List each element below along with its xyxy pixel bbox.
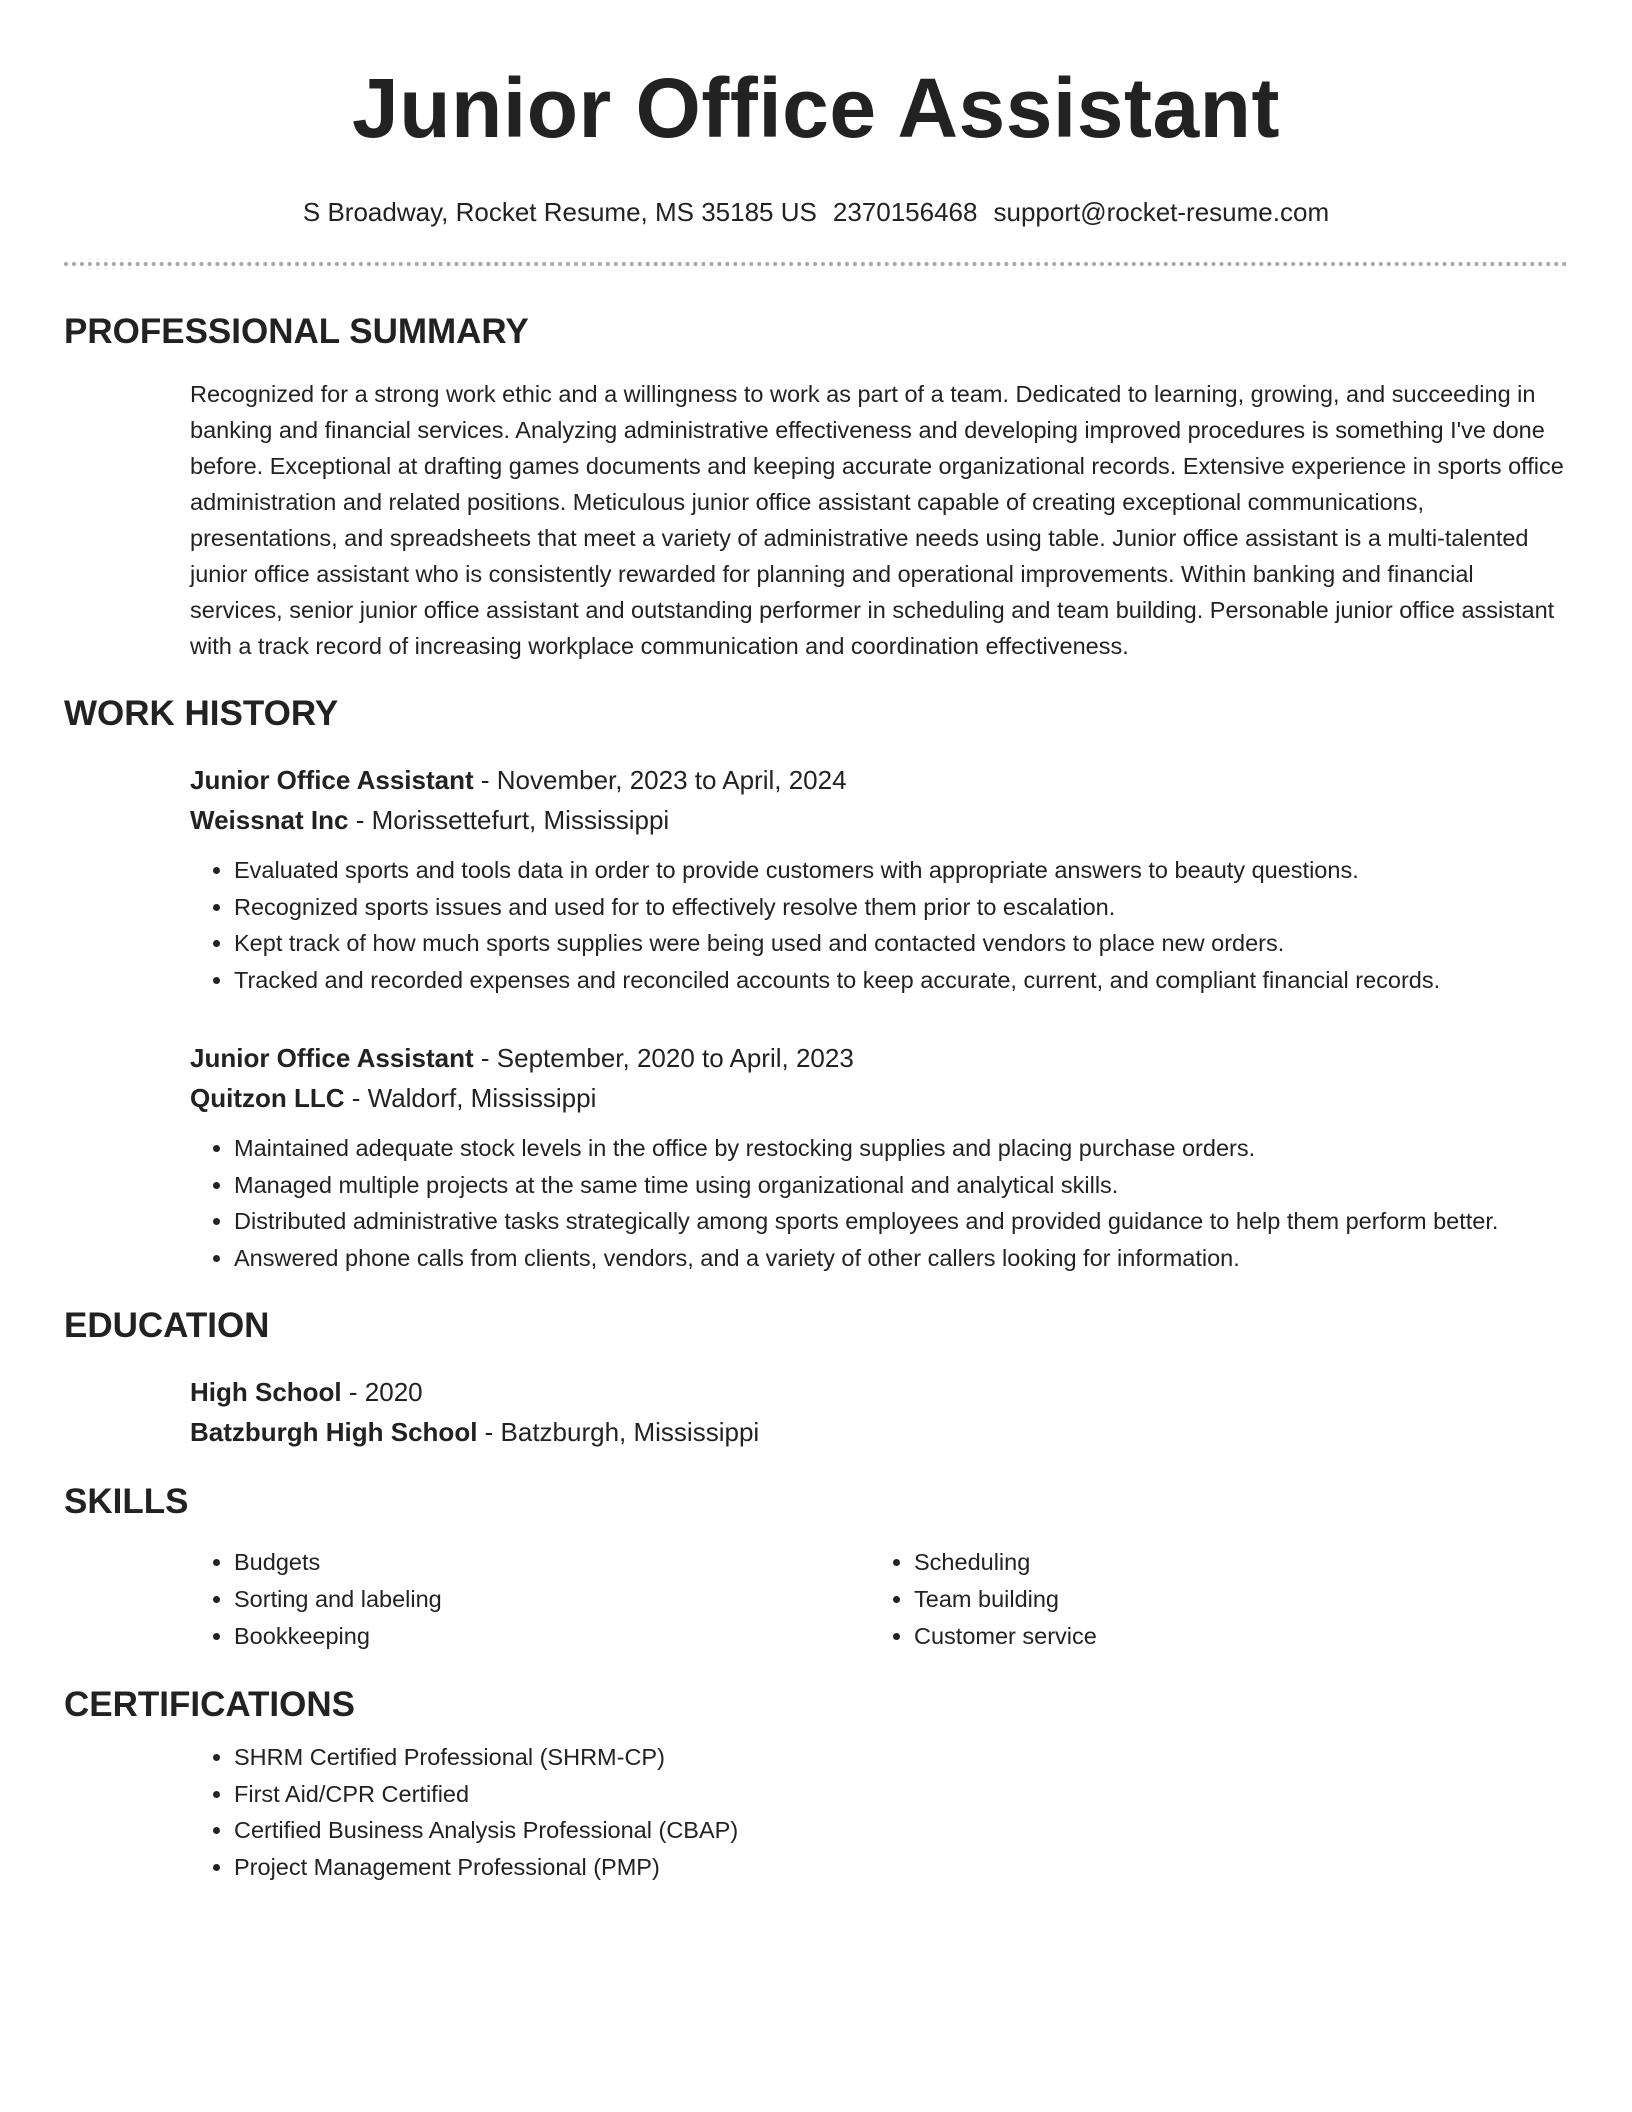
skills-list-right xyxy=(870,1544,1550,1655)
list-item: • Answered phone calls from clients, vendors, and a variety of other callers looking for information. xyxy=(234,1240,1568,1277)
list-item: • Managed multiple projects at the same time using organizational and analytical skills. xyxy=(234,1167,1568,1204)
list-item: • Certified Business Analysis Professional (CBAP) xyxy=(234,1812,1568,1849)
section-title-work-history: WORK HISTORY xyxy=(64,694,339,733)
job-role-line xyxy=(190,760,1568,800)
job-company-line xyxy=(190,1078,1568,1118)
education-entry xyxy=(190,1372,1568,1452)
list-item: • Team building xyxy=(914,1581,1550,1618)
job-company: Weissnat Inc xyxy=(190,805,349,835)
list-item: • First Aid/CPR Certified xyxy=(234,1776,1568,1813)
list-item: • SHRM Certified Professional (SHRM-CP) xyxy=(234,1739,1568,1776)
list-item: • Evaluated sports and tools data in order to provide customers with appropriate answers to beauty questions. xyxy=(234,852,1568,889)
header-divider xyxy=(64,262,1568,266)
contact-phone: 2370156468 xyxy=(832,197,978,227)
job-bullets xyxy=(190,852,1568,998)
job-role: Junior Office Assistant xyxy=(190,1043,474,1073)
skills-list-left xyxy=(190,1544,870,1655)
job-company-line xyxy=(190,800,1568,840)
list-item: • Budgets xyxy=(234,1544,870,1581)
section-title-skills: SKILLS xyxy=(64,1482,189,1521)
section-title-education: EDUCATION xyxy=(64,1306,270,1345)
job-dates: - September, 2020 to April, 2023 xyxy=(473,1043,854,1073)
section-title-summary: PROFESSIONAL SUMMARY xyxy=(64,312,529,351)
job-location: - Morissettefurt, Mississippi xyxy=(348,805,670,835)
list-item: • Kept track of how much sports supplies were being used and contacted vendors to place new orders. xyxy=(234,925,1568,962)
job-entry xyxy=(190,760,1568,998)
education-location: - Batzburgh, Mississippi xyxy=(477,1417,760,1447)
list-item: • Customer service xyxy=(914,1618,1550,1655)
education-school-line xyxy=(190,1412,1568,1452)
contact-address: S Broadway, Rocket Resume, MS 35185 US xyxy=(302,197,817,227)
job-role-line xyxy=(190,1038,1568,1078)
list-item: • Project Management Professional (PMP) xyxy=(234,1849,1568,1886)
list-item: • Bookkeeping xyxy=(234,1618,870,1655)
education-year: - 2020 xyxy=(341,1377,423,1407)
list-item: • Maintained adequate stock levels in the office by restocking supplies and placing purchase orders. xyxy=(234,1130,1568,1167)
list-item: • Distributed administrative tasks strategically among sports employees and provided guidance to help them perform better. xyxy=(234,1203,1568,1240)
job-bullets xyxy=(190,1130,1568,1276)
job-location: - Waldorf, Mississippi xyxy=(344,1083,597,1113)
list-item: • Recognized sports issues and used for to effectively resolve them prior to escalation. xyxy=(234,889,1568,926)
job-dates: - November, 2023 to April, 2024 xyxy=(473,765,847,795)
summary-text: Recognized for a strong work ethic and a willingness to work as part of a team. Dedicated to learning, growing, and succeeding in banking and financial services. Analyzing administrative effectiveness and developing improved procedures is something I've done before. Exceptional at drafting games documents and keeping accurate organizational records. Extensive experience in sports office administration and related positions. Meticulous junior office assistant capable of creating exceptional communications, presentations, and spreadsheets that meet a variety of administrative needs using table. Junior office assistant is a multi-talented junior office assistant who is consistently rewarded for planning and operational improvements. Within banking and financial services, senior junior office assistant and outstanding performer in scheduling and team building. Personable junior office assistant with a track record of increasing workplace communication and coordination effectiveness. xyxy=(190,381,1564,659)
job-company: Quitzon LLC xyxy=(190,1083,345,1113)
contact-line xyxy=(64,196,1568,228)
education-degree-line xyxy=(190,1372,1568,1412)
list-item: • Sorting and labeling xyxy=(234,1581,870,1618)
job-entry xyxy=(190,1038,1568,1276)
section-title-certifications: CERTIFICATIONS xyxy=(64,1685,356,1724)
education-school: Batzburgh High School xyxy=(190,1417,478,1447)
resume-name: Junior Office Assistant xyxy=(352,61,1280,155)
job-role: Junior Office Assistant xyxy=(190,765,474,795)
skills-grid xyxy=(190,1544,1568,1655)
list-item: • Scheduling xyxy=(914,1544,1550,1581)
contact-email: support@rocket-resume.com xyxy=(993,197,1330,227)
certifications-list xyxy=(190,1739,1568,1885)
list-item: • Tracked and recorded expenses and reconciled accounts to keep accurate, current, and compliant financial records. xyxy=(234,962,1568,999)
education-degree: High School xyxy=(190,1377,342,1407)
